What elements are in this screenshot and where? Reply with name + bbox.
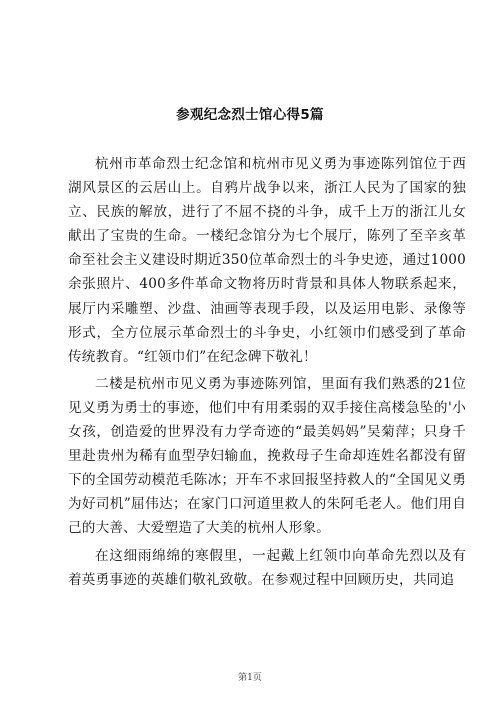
document-body [68, 152, 466, 595]
paragraph-3: 在这细雨绵绵的寒假里，一起戴上红领巾向革命先烈以及有着英勇事迹的英雄们敬礼致敬。在参观过程中回顾历史，共同追 [68, 547, 466, 588]
document-title: 参观纪念烈士馆心得5篇 [176, 107, 324, 123]
paragraph-1: 杭州市革命烈士纪念馆和杭州市见义勇为事迹陈列馆位于西湖风景区的云居山上。自鸦片战争以来，浙江人民为了国家的独立、民族的解放，进行了不屈不挠的斗争，成千上万的浙江儿女献出了宝贵的生命。一楼纪念馆分为七个展厅，陈列了至辛亥革命至社会主义建设时期近350位革命烈士的斗争史迹，通过1000余张照片、400多件革命文物将历时背景和具体人物联系起来，展厅内采雕塑、沙盘、油画等表现手段，以及运用电影、录像等形式，全方位展示革命烈士的斗争史，小红领巾们感受到了革命传统教育。“红领巾们”在纪念碑下敬礼！ [68, 156, 466, 365]
paragraph-2: 二楼是杭州市见义勇为事迹陈列馆，里面有我们熟悉的21位见义勇为勇士的事迹，他们中有用柔弱的双手接住高楼急坠的'小女孩，创造爱的世界没有力学奇迹的“最美妈妈”吴菊萍；只身千里赴贵州为稀有血型孕妇输血，挽救母子生命却连姓名都没有留下的全国劳动模范毛陈冰；开车不求回报坚持救人的“全国见义勇为好司机”屈伟达；在家门口河道里救人的朱阿毛老人。他们用自己的大善、大爱塑造了大美的杭州人形象。 [68, 375, 466, 537]
page-number-footer: 第1页 [238, 673, 262, 683]
